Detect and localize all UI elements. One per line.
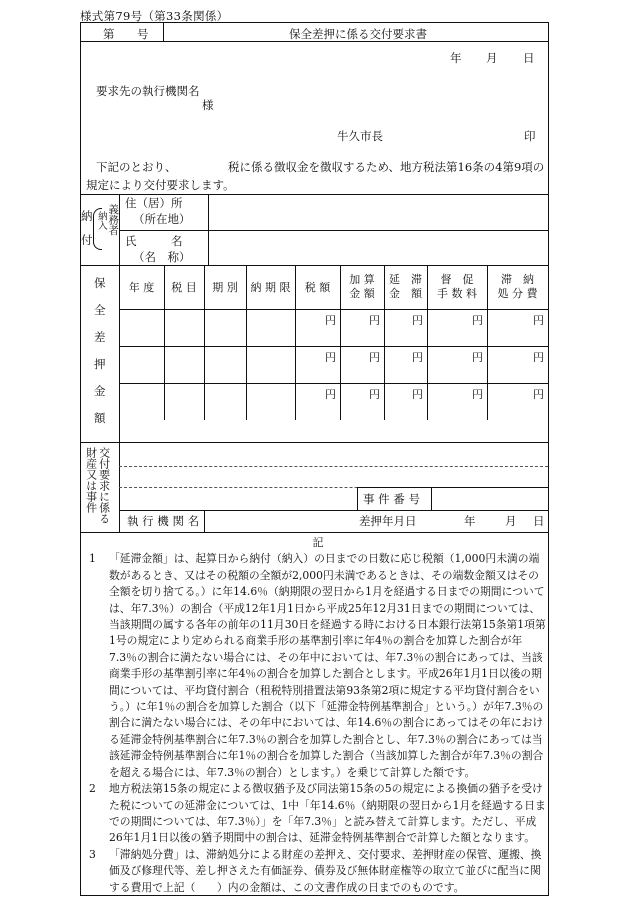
note-text: 「延滞金額」は、起算日から納付（納入）の日までの日数に応じ税額（1,000円未満の端数があるとき、又はその税額の全額が2,000円未満であるときは、その端数金額又はその全額を切り捨てる。）に年14.6％（納期限の翌日から1月を経過する日までの期間については、年7.3％）の割合（平成12年1月1日から平成25年12月31日までの期間については、当該期間の属する各年の前年の11月30日を経過する時における日本銀行法第15条第1項第1号の規定により定められる商業手形の基準割引率に年4％の割合を加算した割合が年7.3％の割合に満たない場合には、その年中においては、年7.3％の割合にあっては、当該商業手形の基準割引率に年4％の割合を加算した割合とします。平成26年1月1日以後の期間については、平均貸付割合（租税特別措置法第93条第2項に規定する平均貸付割合をいう。）に年1％の割合を加算した割合（以下「延滞金特例基準割合」という。）が年7.3％の割合に満たない場合には、その年中においては、年14.6％の割合にあってはその年における延滞金特例基準割合に年7.3％の割合を加算した割合とし、年7.3％の割合にあっては当該延滞金特例基準割合に年1％の割合を加算した割合（当該加算した割合が年7.3％の割合を超える場合には、年7.3％の割合）とします。）を乗じて計算した額です。 [109, 552, 546, 779]
intro-line-1a: 下記のとおり、 [96, 160, 177, 174]
amount-column-header: 加 算 金 額 [349, 273, 375, 300]
notes-list [87, 551, 549, 896]
taxpayer-inner-label: 納入 [95, 211, 107, 230]
note-item [87, 551, 549, 781]
seal-mark: 印 [524, 129, 536, 143]
date-year: 年 [450, 51, 462, 65]
exec-agency-label: 執 行 機 関 名 [127, 514, 200, 528]
amount-column-header: 税 目 [171, 281, 197, 294]
amount-unit-yen: 円 [325, 314, 336, 327]
note-number: 1 [89, 552, 96, 566]
amount-side-char: 押 [94, 357, 106, 371]
amount-side-char: 保 [94, 276, 106, 290]
sender-name: 牛久市長 [337, 129, 383, 143]
taxpayer-outer-char-1: 納 [81, 209, 93, 223]
note-item [87, 847, 549, 896]
intro-line-2: 規定により交付要求します。 [86, 178, 235, 192]
amount-column-header: 税 額 [304, 281, 331, 294]
addressee-label: 要求先の執行機関名 [96, 84, 200, 98]
amount-unit-yen: 円 [369, 314, 380, 327]
notes-section [87, 535, 549, 896]
seizure-day: 日 [533, 514, 545, 528]
notes-heading: 記 [312, 536, 324, 549]
name-label: 氏 名 [125, 234, 183, 248]
form-number: 様式第79号（第33条関係） [80, 9, 229, 23]
amount-column-header: 延 滞 金 額 [389, 273, 422, 300]
note-number: 3 [89, 847, 96, 861]
amount-unit-yen: 円 [533, 351, 544, 364]
amount-unit-yen: 円 [412, 351, 423, 364]
intro-line-1b: 税に係る徴収金を徴収するため、地方税法第16条の4第9項の [228, 160, 545, 174]
name-sublabel: （名 称） [133, 250, 191, 264]
amount-unit-yen: 円 [325, 388, 336, 401]
property-side-label-b: 財産又は事件 [84, 447, 98, 513]
case-number-label: 事 件 番 号 [363, 492, 420, 506]
doc-number-suffix: 号 [137, 27, 149, 41]
amount-unit-yen: 円 [472, 388, 483, 401]
date-day: 日 [523, 51, 535, 65]
amount-column-header: 納 期 限 [250, 281, 291, 294]
amount-column-header: 督 促 手 数 料 [437, 273, 477, 300]
amount-unit-yen: 円 [472, 351, 483, 364]
address-label: 住（居）所 [125, 196, 183, 210]
seizure-date-label: 差押年月日 [359, 514, 417, 528]
note-number: 2 [89, 782, 96, 796]
address-sublabel: （所在地） [133, 212, 191, 226]
request-form [80, 22, 549, 896]
seizure-year: 年 [464, 514, 476, 528]
amount-unit-yen: 円 [325, 351, 336, 364]
note-item [87, 781, 549, 847]
amount-column-header: 年 度 [128, 281, 155, 294]
amount-unit-yen: 円 [533, 388, 544, 401]
amount-unit-yen: 円 [412, 388, 423, 401]
form-title: 保全差押に係る交付要求書 [289, 27, 427, 41]
amount-unit-yen: 円 [369, 351, 380, 364]
amount-unit-yen: 円 [369, 388, 380, 401]
date-month: 月 [486, 51, 498, 65]
property-side-label-a: 交付要求に係る [97, 447, 111, 524]
obligor-label: 義務者 [107, 204, 120, 236]
amount-unit-yen: 円 [412, 314, 423, 327]
doc-number-prefix: 第 [103, 27, 115, 41]
amount-side-char: 額 [94, 411, 106, 425]
addressee-honorific: 様 [202, 98, 214, 112]
amount-side-char: 全 [94, 303, 106, 317]
amount-column-header: 滞 納 処 分 費 [497, 273, 538, 300]
note-text: 地方税法第15条の規定による徴収猶予及び同法第15条の5の規定による換価の猶予を受けた税についての延滞金については、1中「年14.6％（納期限の翌日から1月を経過する日までの期間については、年7.3％）」を「年7.3％」と読み替えて計算します。ただし、平成26年1月1日以後の猶予期間中の割合は、延滞金特例基準割合で計算した額となります。 [109, 782, 546, 845]
amount-side-char: 金 [94, 384, 106, 398]
amount-unit-yen: 円 [472, 314, 483, 327]
amount-unit-yen: 円 [533, 314, 544, 327]
note-text: 「滞納処分費」は、滞納処分による財産の差押え、交付要求、差押財産の保管、運搬、換価及び修理代等、差し押さえた有価証券、債券及び無体財産権等の取立て並びに配当に関する費用で上記（ ）内の金額は、この文書作成の日までのものです。 [109, 847, 542, 894]
taxpayer-outer-char-2: 付 [81, 233, 93, 247]
amount-side-char: 差 [94, 330, 106, 344]
amount-column-header: 期 別 [212, 281, 238, 294]
seizure-month: 月 [505, 514, 517, 528]
